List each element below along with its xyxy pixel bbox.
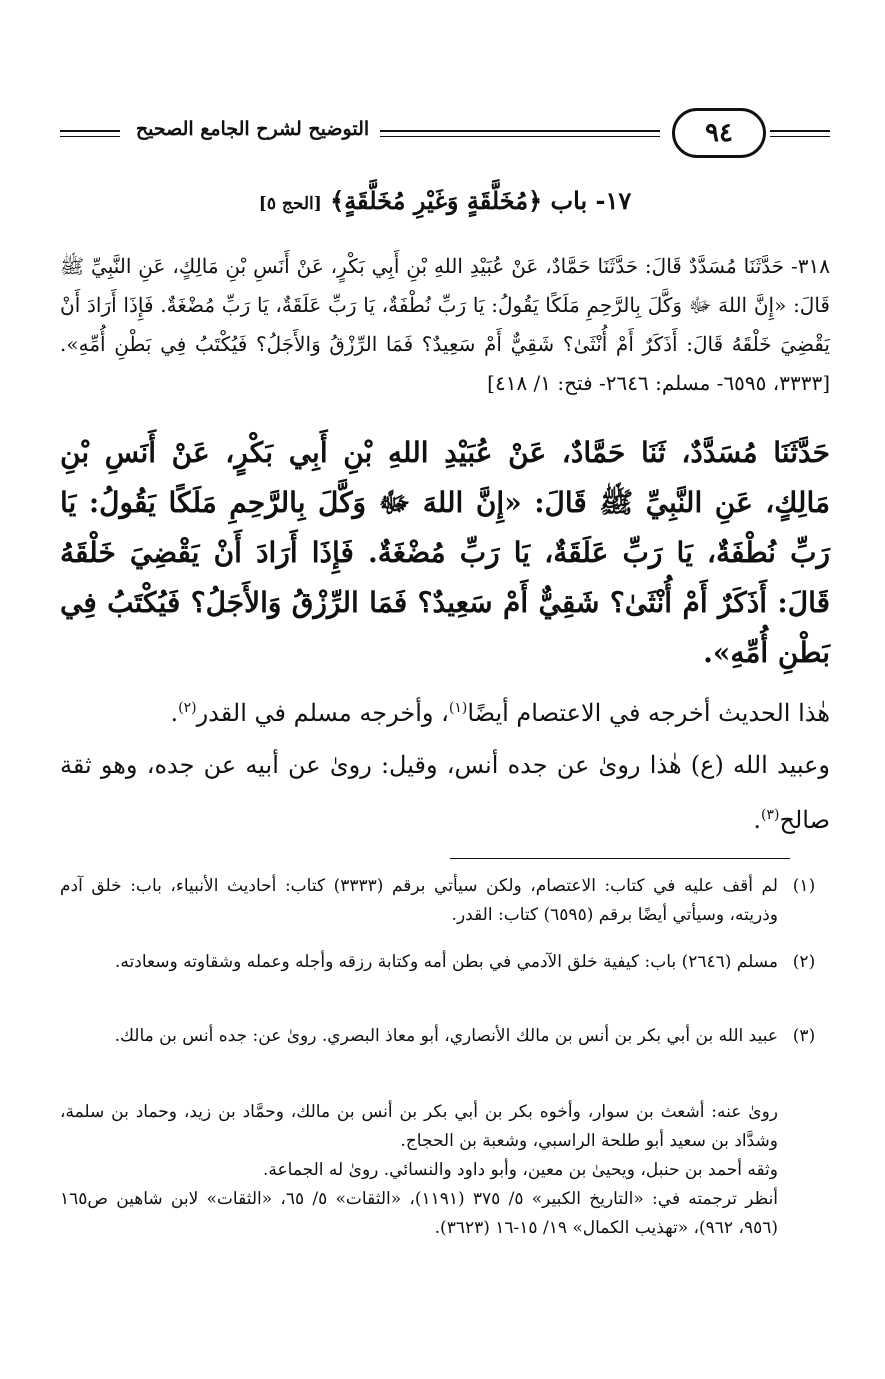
footnote-ref-1[interactable]: (١) (448, 700, 468, 716)
hadith-small: ٣١٨- حَدَّثَنَا مُسَدَّدٌ قَالَ: حَدَّثَنَا حَمَّادٌ، عَنْ عُبَيْدِ اللهِ بْنِ أَبِي بَكْرٍ، عَنْ أَنَسِ بْنِ مَالِكٍ، عَنِ النَّبِيِّ ﷺ قَالَ: «إِنَّ اللهَ ﷻ وَكَّلَ بِالرَّحِمِ مَلَكًا يَقُولُ: يَا رَبِّ نُطْفَةٌ، يَا رَبِّ عَلَقَةٌ، يَا رَبِّ مُضْغَةٌ. فَإِذَا أَرَادَ أَنْ يَقْضِيَ خَلْقَهُ قَالَ: أَذَكَرٌ أَمْ أُنْثَىٰ؟ شَقِيٌّ أَمْ سَعِيدٌ؟ فَمَا الرِّزْقُ وَالأَجَلُ؟ فَيُكْتَبُ فِي بَطْنِ أُمِّهِ». [٣٣٣٣، ٦٥٩٥- مسلم: ٢٦٤٦- فتح: ١/ ٤١٨] (60, 254, 830, 395)
running-header (60, 108, 830, 166)
footnote-3-grading: وثقه أحمد بن حنبل، ويحيىٰ بن معين، وأبو داود والنسائي. روىٰ له الجماعة. (262, 1160, 778, 1180)
page-number: ٩٤ (672, 108, 766, 158)
footnote-ref-2[interactable]: (٢) (178, 700, 197, 716)
chapter-heading (60, 186, 830, 215)
footnote-3-sources: أنظر ترجمته في: «التاريخ الكبير» ٥/ ٣٧٥ (١١٩١)، «الثقات» ٥/ ٦٥، «الثقات» لابن شاهين ص١٦٥ (٩٥٦، ٩٦٢)، «تهذيب الكمال» ١٩/ ١٥-١٦ (٣٦٢٣). (60, 1189, 779, 1238)
chapter-quran-ref: [الحج ٥] (258, 194, 322, 214)
commentary-text: ، وأخرجه مسلم في القدر (196, 699, 449, 727)
footnote-1 (60, 872, 830, 930)
header-rule-right (770, 130, 830, 137)
footnote-text: عبيد الله بن أبي بكر بن أنس بن مالك الأنصاري، أبو معاذ البصري. روىٰ عن: جده أنس بن مالك. (114, 1026, 778, 1046)
footnote-ref-3[interactable]: (٣) (761, 807, 780, 823)
commentary-text: هٰذا الحديث أخرجه في الاعتصام أيضًا (467, 699, 830, 727)
commentary-text: . (753, 806, 762, 834)
commentary-paragraph-1 (60, 683, 830, 738)
footnote-text: لم أقف عليه في كتاب: الاعتصام، ولكن سيأتي برقم (٣٣٣٣) كتاب: أحاديث الأنبياء، باب: خلق آدم وذريته، وسيأتي أيضًا برقم (٦٥٩٥) كتاب: القدر. (60, 876, 778, 925)
footnote-2 (60, 948, 830, 977)
footnote-number: (١) (792, 876, 816, 896)
hadith-large: حَدَّثَنَا مُسَدَّدٌ، ثَنَا حَمَّادٌ، عَنْ عُبَيْدِ اللهِ بْنِ أَبِي بَكْرٍ، عَنْ أَنَسِ بْنِ مَالِكٍ، عَنِ النَّبِيِّ ﷺ قَالَ: «إِنَّ اللهَ ﷻ وَكَّلَ بِالرَّحِمِ مَلَكًا يَقُولُ: يَا رَبِّ نُطْفَةٌ، يَا رَبِّ عَلَقَةٌ، يَا رَبِّ مُضْغَةٌ. فَإِذَا أَرَادَ أَنْ يَقْضِيَ خَلْقَهُ قَالَ: أَذَكَرٌ أَمْ أُنْثَىٰ؟ شَقِيٌّ أَمْ سَعِيدٌ؟ فَمَا الرِّزْقُ وَالأَجَلُ؟ فَيُكْتَبُ فِي بَطْنِ أُمِّهِ». (60, 436, 830, 669)
footnote-3 (60, 1022, 830, 1051)
footnote-number: (٢) (792, 952, 816, 972)
commentary-text: . (170, 699, 179, 727)
header-rule-middle (380, 130, 660, 137)
footnote-divider (450, 858, 790, 859)
footnote-3-continuation (60, 1098, 830, 1243)
footnote-3-narrators: روىٰ عنه: أشعث بن سوار، وأخوه بكر بن أبي بكر بن أنس بن مالك، وحمَّاد بن زيد، وحماد بن سلمة، وشدَّاد بن سعيد أبو طلحة الراسبي، وشعبة بن الحجاج. (60, 1102, 778, 1151)
header-rule-left (60, 130, 120, 137)
commentary-text: وعبيد الله (ع) هٰذا روىٰ عن جده أنس، وقيل: روىٰ عن أبيه عن جده، وهو ثقة صالح (60, 751, 830, 834)
commentary-paragraph-2 (60, 740, 830, 845)
footnote-number: (٣) (792, 1026, 816, 1046)
footnote-text: مسلم (٢٦٤٦) باب: كيفية خلق الآدمي في بطن أمه وكتابة رزقه وأجله وعمله وشقاوته وسعادته. (115, 952, 778, 972)
running-title: التوضيح لشرح الجامع الصحيح (135, 118, 370, 140)
chapter-title: ١٧- باب ﴿مُخَلَّقَةٍ وَغَيْرِ مُخَلَّقَةٍ﴾ (330, 186, 632, 215)
